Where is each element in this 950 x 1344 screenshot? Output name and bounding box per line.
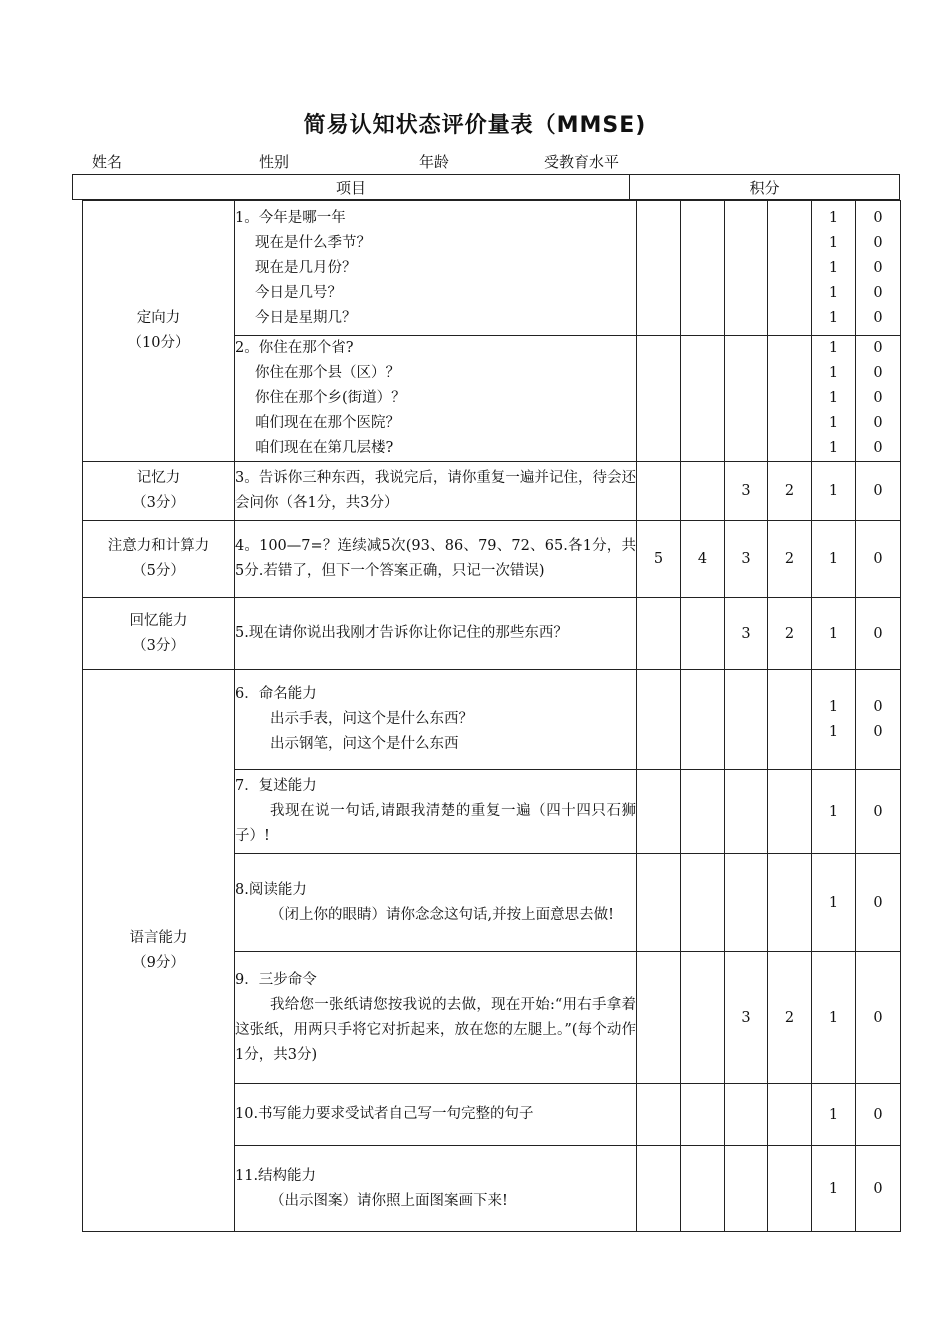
score-value: 0 — [873, 340, 883, 356]
score-value: 1 — [828, 309, 839, 326]
score-value: 1 — [828, 390, 839, 406]
question-3: 3。告诉你三种东西，我说完后，请你重复一遍并记住，待会还会问你（各1分，共3分） — [235, 462, 637, 521]
score-cell — [768, 670, 812, 770]
section-name: 定向力 — [136, 310, 181, 326]
section-points: （3分） — [132, 637, 185, 654]
score-value: 0 — [873, 284, 883, 301]
question-1 — [235, 201, 637, 336]
score-value: 0 — [873, 309, 883, 326]
score-cell: 3 — [725, 952, 768, 1084]
score-cell — [856, 201, 901, 336]
score-cell: 0 — [856, 770, 901, 854]
score-value: 0 — [873, 415, 883, 431]
question-line: 出示钢笔，问这个是什么东西 — [270, 736, 459, 752]
question-2 — [235, 336, 637, 462]
section-name: 记忆力 — [136, 470, 181, 486]
page-title: 简易认知状态评价量表（MMSE) — [303, 113, 647, 138]
sex-label: 性别 — [259, 153, 290, 171]
name-label: 姓名 — [92, 153, 123, 171]
score-cell: 2 — [768, 952, 812, 1084]
question-text: （出示图案）请你照上面图案画下来! — [270, 1192, 508, 1209]
score-cell — [637, 1084, 681, 1146]
score-cell — [637, 1146, 681, 1232]
question-7 — [235, 770, 637, 854]
score-cell: 0 — [856, 1146, 901, 1232]
question-line: 今日是星期几？ — [255, 309, 357, 326]
score-value: 1 — [828, 698, 839, 715]
score-value: 1 — [828, 440, 839, 456]
score-cell — [768, 336, 812, 462]
question-line: 你住在那个县（区）？ — [255, 365, 400, 381]
score-cell: 1 — [812, 1084, 856, 1146]
score-cell — [725, 201, 768, 336]
question-5: 5.现在请你说出我刚才告诉你让你记住的那些东西？ — [235, 598, 637, 670]
score-cell — [681, 336, 725, 462]
question-title: 11.结构能力 — [235, 1167, 317, 1184]
score-cell: 0 — [856, 462, 901, 521]
score-value: 0 — [873, 365, 883, 381]
score-cell: 1 — [812, 770, 856, 854]
question-8 — [235, 854, 637, 952]
question-line: 现在是几月份？ — [255, 259, 357, 276]
score-cell — [768, 1084, 812, 1146]
score-cell — [681, 854, 725, 952]
score-value: 0 — [873, 209, 883, 226]
score-cell: 0 — [856, 521, 901, 598]
section-name: 语言能力 — [129, 929, 188, 946]
score-value: 1 — [828, 209, 839, 226]
table-row — [83, 670, 901, 770]
question-line: 2。你住在那个省? — [235, 340, 354, 356]
score-cell: 3 — [725, 598, 768, 670]
score-cell: 2 — [768, 598, 812, 670]
score-cell — [812, 670, 856, 770]
score-value: 1 — [828, 284, 839, 301]
score-cell — [725, 336, 768, 462]
score-cell — [725, 770, 768, 854]
mmse-table — [82, 200, 901, 1232]
score-cell: 5 — [637, 521, 681, 598]
score-cell: 0 — [856, 854, 901, 952]
score-cell: 1 — [812, 462, 856, 521]
score-cell — [637, 336, 681, 462]
score-cell: 1 — [812, 952, 856, 1084]
score-cell — [637, 854, 681, 952]
score-cell: 0 — [856, 1084, 901, 1146]
question-title: 9．三步命令 — [235, 971, 317, 988]
education-label: 受教育水平 — [544, 153, 620, 171]
score-value: 1 — [828, 723, 839, 740]
age-label: 年龄 — [419, 153, 450, 171]
header-score: 积分 — [749, 178, 780, 197]
question-9 — [235, 952, 637, 1084]
score-cell: 3 — [725, 462, 768, 521]
question-text: 我现在说一句话,请跟我清楚的重复一遍（四十四只石狮子）! — [235, 803, 636, 844]
score-cell — [812, 201, 856, 336]
score-cell — [637, 462, 681, 521]
score-value: 1 — [828, 234, 839, 251]
score-cell — [725, 1084, 768, 1146]
score-cell — [681, 670, 725, 770]
score-value: 0 — [873, 259, 883, 276]
question-line: 1。今年是哪一年 — [235, 209, 346, 226]
score-cell — [856, 336, 901, 462]
question-text: 我给您一张纸请您按我说的去做，现在开始:“用右手拿着这张纸，用两只手将它对折起来，放在您的左腿上。”(每个动作1分，共3分) — [235, 996, 636, 1063]
score-value: 1 — [828, 259, 839, 276]
score-cell — [637, 770, 681, 854]
score-cell — [725, 1146, 768, 1232]
score-cell — [681, 201, 725, 336]
score-cell — [681, 598, 725, 670]
score-cell: 0 — [856, 598, 901, 670]
score-value: 1 — [828, 415, 839, 431]
table-header — [72, 174, 900, 200]
section-memory — [83, 462, 235, 521]
score-cell — [637, 670, 681, 770]
section-points: （5分） — [132, 563, 185, 579]
score-cell — [681, 1146, 725, 1232]
question-title: 6．命名能力 — [235, 686, 317, 702]
section-name: 注意力和计算力 — [107, 538, 210, 554]
table-row — [83, 462, 901, 521]
section-language — [83, 670, 235, 1232]
question-text: （闭上你的眼睛）请你念念这句话,并按上面意思去做! — [270, 906, 614, 923]
score-cell — [812, 336, 856, 462]
score-value: 0 — [873, 440, 883, 456]
score-cell — [856, 670, 901, 770]
score-value: 0 — [873, 723, 883, 740]
score-cell — [637, 201, 681, 336]
score-cell — [768, 770, 812, 854]
table-row — [83, 521, 901, 598]
score-value: 1 — [828, 365, 839, 381]
score-cell — [725, 670, 768, 770]
score-cell: 0 — [856, 952, 901, 1084]
score-cell — [768, 1146, 812, 1232]
question-line: 今日是几号？ — [255, 284, 342, 301]
section-attention — [83, 521, 235, 598]
question-11 — [235, 1146, 637, 1232]
score-value: 0 — [873, 234, 883, 251]
section-points: （10分） — [127, 335, 190, 351]
section-points: （9分） — [132, 954, 185, 971]
question-line: 出示手表，问这个是什么东西？ — [270, 711, 473, 727]
score-cell — [725, 854, 768, 952]
question-title: 7．复述能力 — [235, 778, 317, 794]
table-row — [83, 201, 901, 336]
table-row — [83, 598, 901, 670]
score-cell: 1 — [812, 854, 856, 952]
section-points: （3分） — [132, 495, 185, 511]
section-recall — [83, 598, 235, 670]
score-cell: 1 — [812, 521, 856, 598]
score-cell — [768, 201, 812, 336]
score-cell — [637, 598, 681, 670]
question-title: 8.阅读能力 — [235, 881, 307, 898]
question-4: 4。100—7=？连续减5次(93、86、79、72、65.各1分，共5分.若错了，但下一个答案正确，只记一次错误) — [235, 521, 637, 598]
score-cell — [637, 952, 681, 1084]
score-cell: 1 — [812, 1146, 856, 1232]
score-cell — [681, 770, 725, 854]
question-line: 咱们现在在那个医院？ — [255, 415, 400, 431]
section-name: 回忆能力 — [129, 612, 188, 629]
question-line: 你住在那个乡(街道）？ — [255, 390, 406, 406]
score-cell: 2 — [768, 462, 812, 521]
question-line: 咱们现在在第几层楼? — [255, 440, 394, 456]
score-value: 1 — [828, 340, 839, 356]
score-cell: 4 — [681, 521, 725, 598]
score-cell: 3 — [725, 521, 768, 598]
score-value: 0 — [873, 698, 883, 715]
question-10: 10.书写能力要求受试者自己写一句完整的句子 — [235, 1084, 637, 1146]
score-cell: 1 — [812, 598, 856, 670]
score-cell: 2 — [768, 521, 812, 598]
question-line: 现在是什么季节？ — [255, 234, 371, 251]
header-item: 项目 — [73, 175, 630, 199]
question-6 — [235, 670, 637, 770]
score-cell — [681, 1084, 725, 1146]
score-cell — [681, 462, 725, 521]
score-cell — [768, 854, 812, 952]
score-value: 0 — [873, 390, 883, 406]
section-orientation — [83, 201, 235, 462]
score-cell — [681, 952, 725, 1084]
